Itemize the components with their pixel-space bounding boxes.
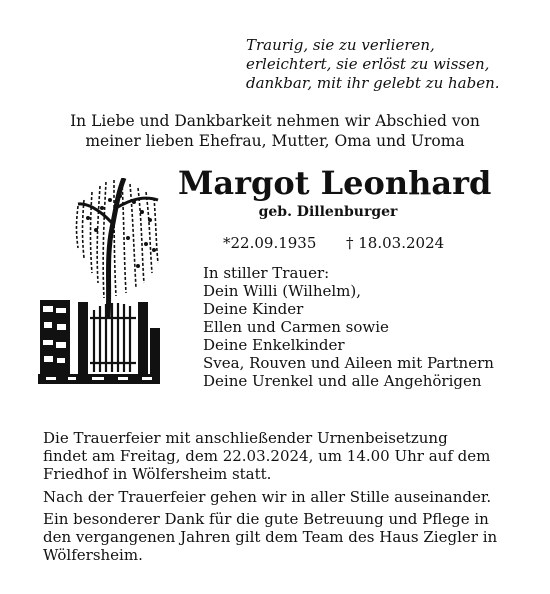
mourner-line: Deine Kinder	[203, 300, 304, 318]
quote-line: dankbar, mit ihr gelebt zu haben.	[246, 74, 500, 92]
mourner-line: Dein Willi (Wilhelm),	[203, 282, 362, 300]
funeral-line: Die Trauerfeier mit anschließender Urnenbeisetzung	[43, 429, 448, 447]
willow-gate-illustration	[38, 178, 160, 388]
deceased-name: Margot Leonhard	[178, 164, 492, 202]
birth-date: *22.09.1935	[223, 234, 317, 252]
closing-line: Nach der Trauerfeier gehen wir in aller Stille auseinander.	[43, 488, 492, 506]
mourner-line: Ellen und Carmen sowie	[203, 318, 389, 336]
intro-line: meiner lieben Ehefrau, Mutter, Oma und Uroma	[85, 132, 465, 150]
mourner-line: Deine Urenkel und alle Angehörigen	[203, 372, 482, 390]
gate-post-right	[138, 302, 148, 376]
farewell-intro	[40, 111, 510, 151]
memorial-quote	[246, 36, 536, 93]
thanks-note	[43, 510, 513, 564]
funeral-info	[43, 429, 513, 483]
mourner-line: Deine Enkelkinder	[203, 336, 345, 354]
gate-post-left	[78, 302, 88, 376]
mourner-line: Svea, Rouven und Aileen mit Partnern	[203, 354, 494, 372]
thanks-line: Ein besonderer Dank für die gute Betreuung und Pflege in	[43, 510, 489, 528]
gate-bars	[90, 303, 136, 372]
funeral-line: Friedhof in Wölfersheim statt.	[43, 465, 272, 483]
right-wall	[150, 328, 160, 376]
funeral-line: findet am Freitag, dem 22.03.2024, um 14.00 Uhr auf dem	[43, 447, 491, 465]
quote-line: erleichtert, sie erlöst zu wissen,	[246, 55, 490, 73]
thanks-line: den vergangenen Jahren gilt dem Team des Haus Ziegler in	[43, 528, 498, 546]
thanks-line: Wölfersheim.	[43, 546, 143, 564]
mourners-list	[203, 264, 494, 390]
mourners-heading: In stiller Trauer:	[203, 264, 330, 282]
intro-line: In Liebe und Dankbarkeit nehmen wir Abschied von	[70, 112, 480, 130]
quote-line: Traurig, sie zu verlieren,	[246, 36, 435, 54]
closing-note	[43, 488, 513, 506]
death-date: † 18.03.2024	[346, 234, 445, 252]
birth-name: geb. Dillenburger	[258, 204, 398, 220]
